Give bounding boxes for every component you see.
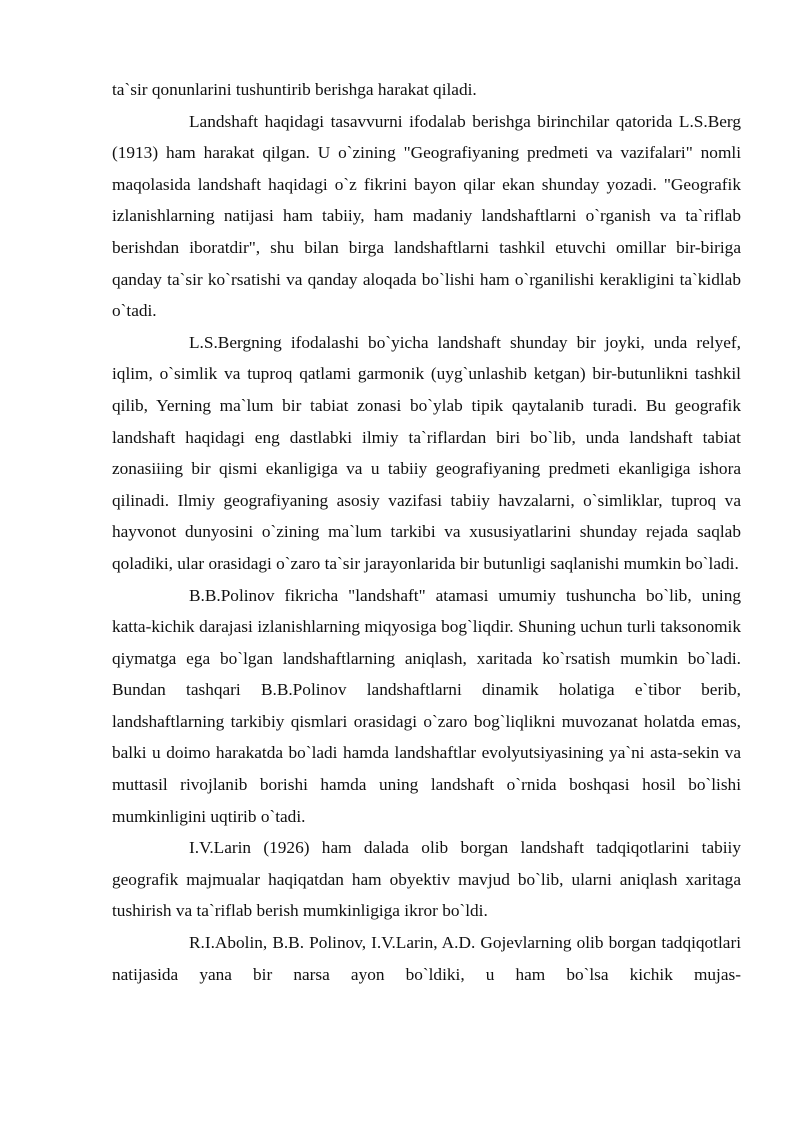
paragraph-1: ta`sir qonunlarini tushuntirib berishga harakat qiladi. bbox=[112, 80, 477, 99]
paragraph-6: R.I.Abolin, B.B. Polinov, I.V.Larin, A.D. Gojevlarning olib borgan tadqiqotlari natijasida yana bir narsa ayon bo`ldiki, u ham bo`lsa kichik mujas- bbox=[112, 933, 741, 984]
document-page bbox=[112, 74, 741, 990]
paragraph-4: B.B.Polinov fikricha "landshaft" atamasi umumiy tushuncha bo`lib, uning katta-kichik darajasi izlanishlarning miqyosiga bog`liqdir. Shuning uchun turli taksonomik qiymatga ega bo`lgan landshaftlarning aniqlash, xaritada ko`rsatish mumkin bo`ladi. Bundan tashqari B.B.Polinov landshaftlarni dinamik holatiga e`tibor berib, landshaftlarning tarkibiy qismlari orasidagi o`zaro bog`liqlikni muvozanat holatda emas, balki u doimo harakatda bo`ladi hamda landshaftlar evolyutsiyasining ya`ni asta-sekin va muttasil rivojlanib borishi hamda uning landshaft o`rnida boshqasi hosil bo`lishi mumkinligini uqtirib o`tadi. bbox=[112, 585, 741, 826]
paragraph-2: Landshaft haqidagi tasavvurni ifodalab berishga birinchilar qatorida L.S.Berg (1913) ham harakat qilgan. U o`zining "Geografiyaning predmeti va vazifalari" nomli maqolasida landshaft haqidagi o`z fikrini bayon qilar ekan shunday yozadi. "Geografik izlanishlarning natijasi ham tabiiy, ham madaniy landshaftlarni o`rganish va ta`riflab berishdan iboratdir", shu bilan birga landshaftlarni tashkil etuvchi omillar bir-biriga qanday ta`sir ko`rsatishi va qanday aloqada bo`lishi ham o`rganilishi kerakligini ta`kidlab o`tadi. bbox=[112, 111, 741, 321]
paragraph-5: I.V.Larin (1926) ham dalada olib borgan landshaft tadqiqotlarini tabiiy geografik majmualar haqiqatdan ham obyektiv mavjud bo`lib, ularni aniqlash xaritaga tushirish va ta`riflab berish mumkinligiga ikror bo`ldi. bbox=[112, 838, 741, 921]
paragraph-3: L.S.Bergning ifodalashi bo`yicha landshaft shunday bir joyki, unda relyef, iqlim, o`simlik va tuproq qatlami garmonik (uyg`unlashib ketgan) bir-butunlikni tashkil qilib, Yerning ma`lum bir tabiat zonasi bo`ylab tipik qaytalanib turadi. Bu geografik landshaft haqidagi eng dastlabki ilmiy ta`riflardan biri bo`lib, unda landshaft tabiat zonasiiing bir qismi ekanligiga va u tabiiy geografiyaning predmeti ekanligiga ishora qilinadi. Ilmiy geografiyaning asosiy vazifasi tabiiy havzalarni, o`simliklar, tuproq va hayvonot dunyosini o`zining ma`lum tarkibi va xususiyatlarini shunday rejada saqlab qoladiki, ular orasidagi o`zaro ta`sir jarayonlarida bir butunligi saqlanishi mumkin bo`ladi. bbox=[112, 332, 741, 573]
